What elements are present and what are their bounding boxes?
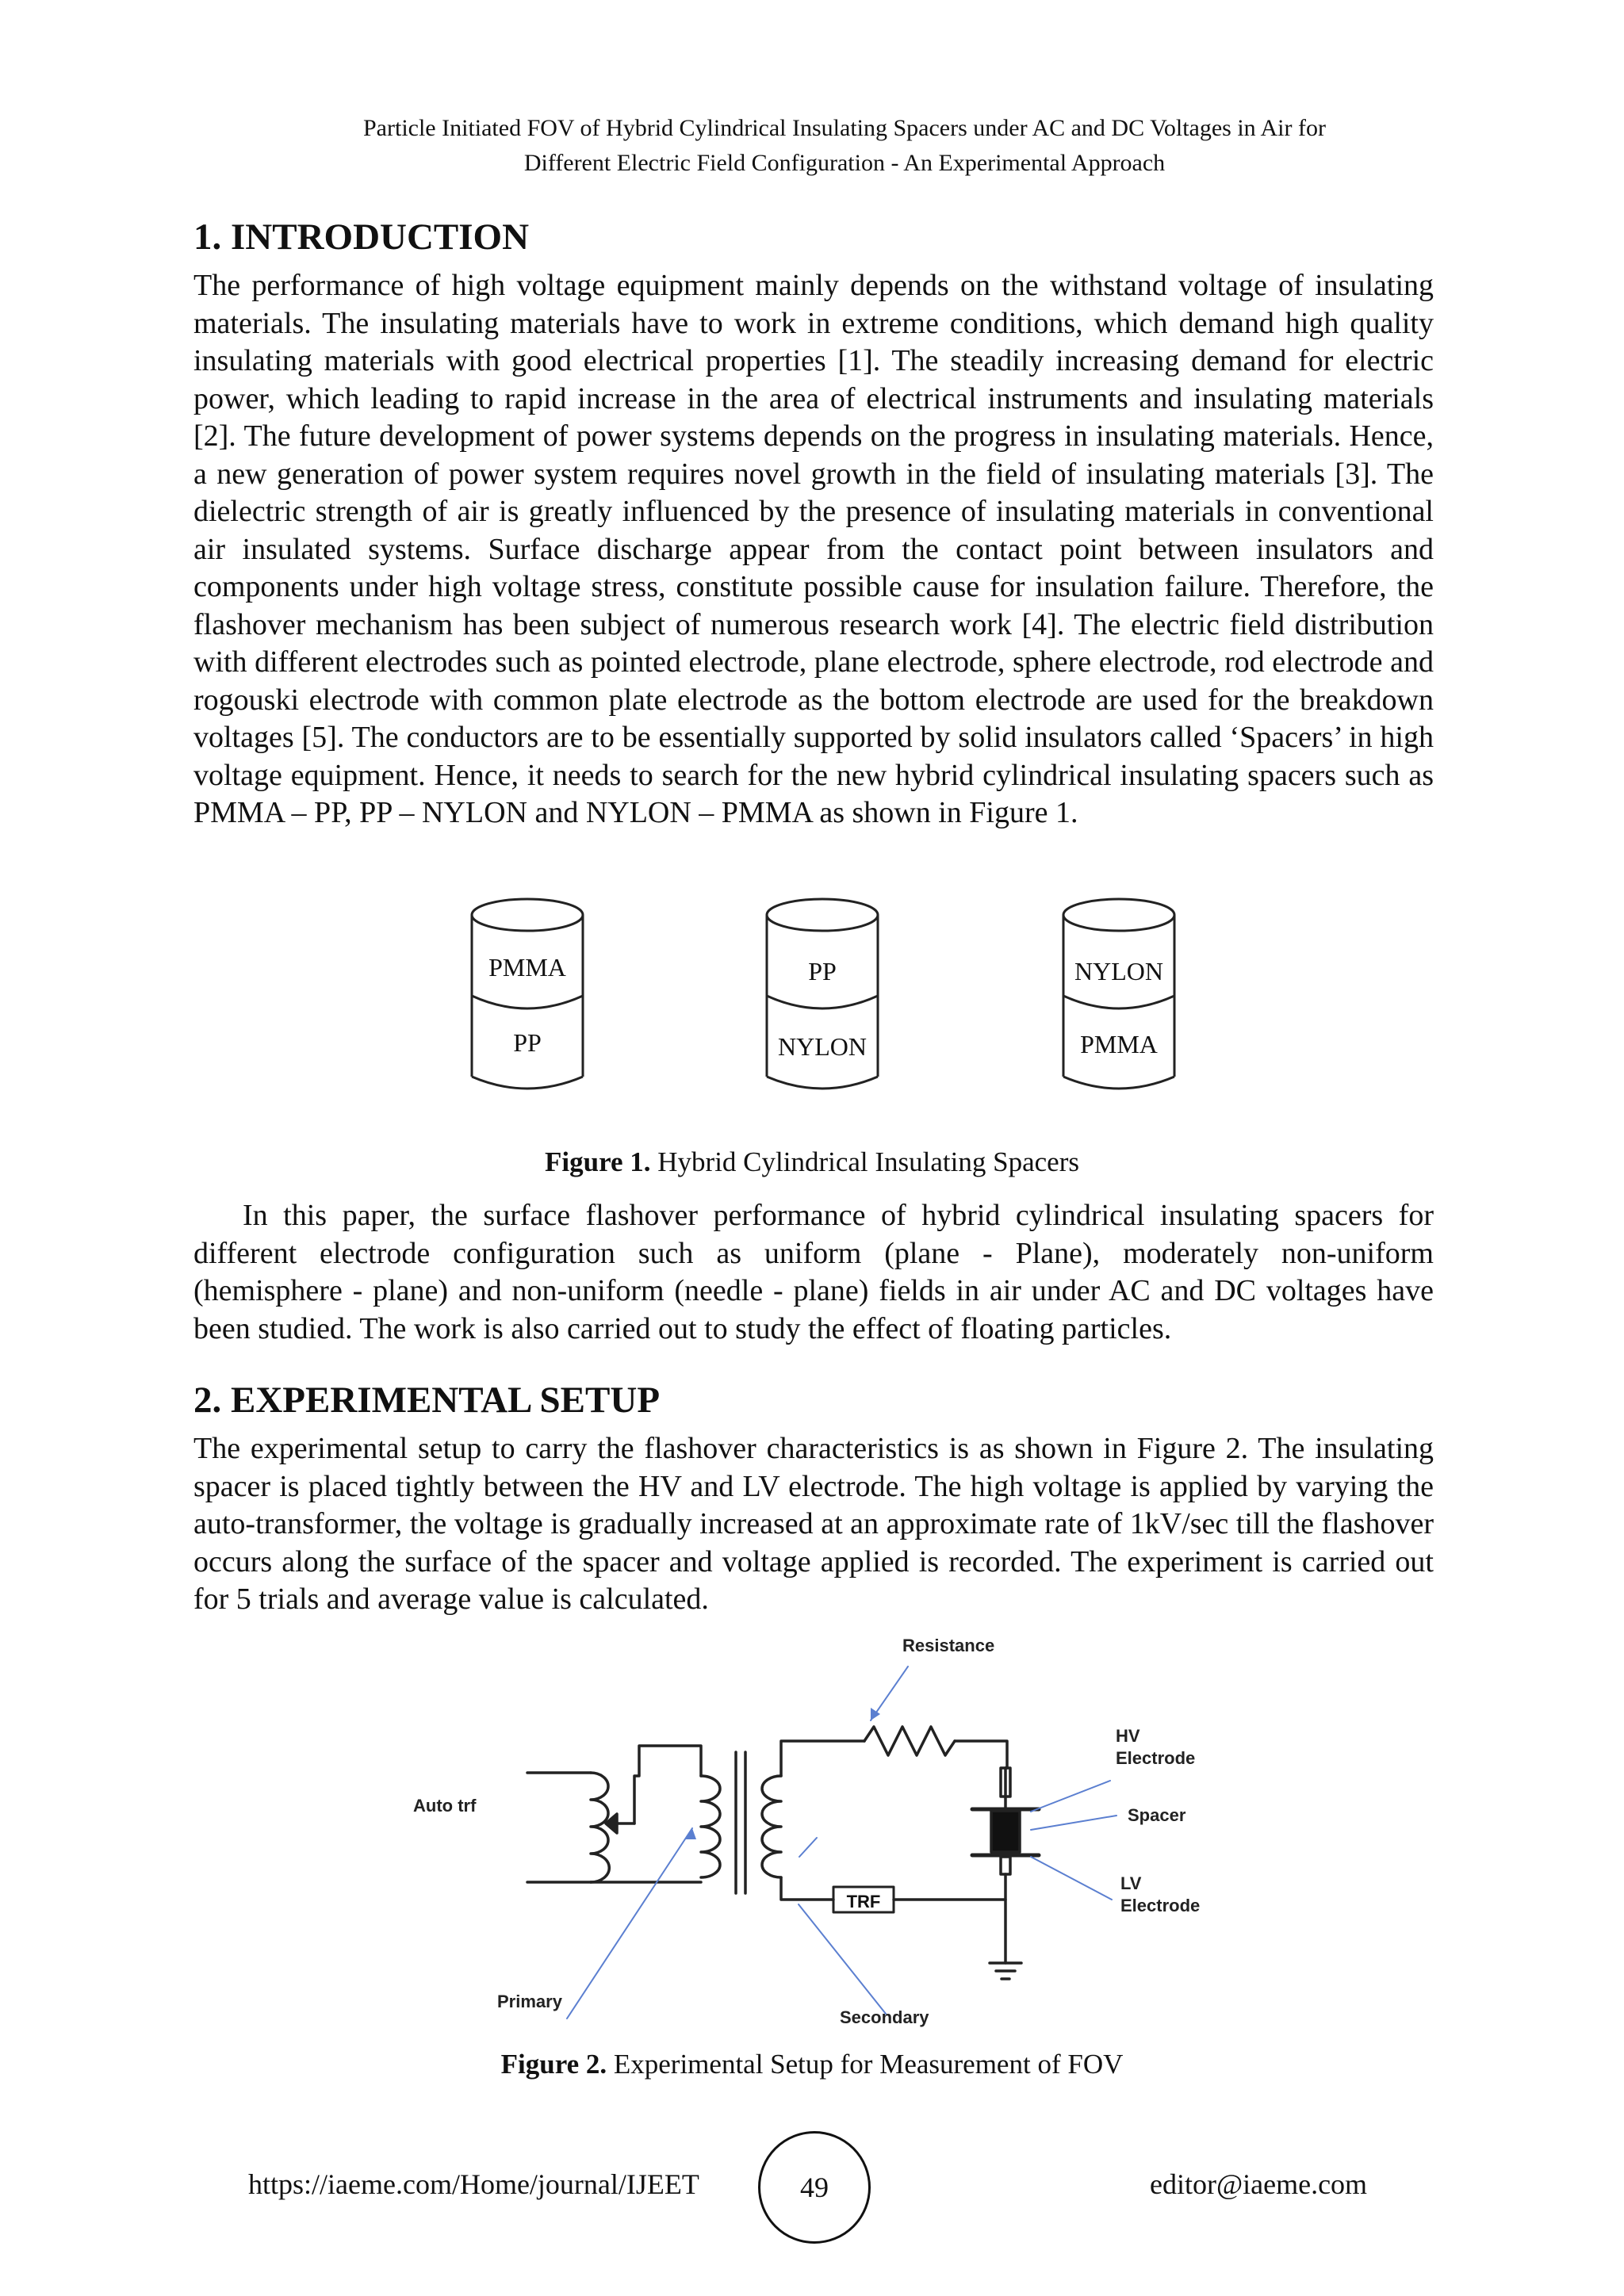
spacer-label: Spacer xyxy=(1128,1805,1186,1825)
hv-electrode-label-line1: HV xyxy=(1116,1726,1140,1746)
spacer-1-top-label: PMMA xyxy=(488,953,566,982)
spacer-nylon-pmma xyxy=(1063,899,1174,1089)
hv-electrode-label-line2: Electrode xyxy=(1116,1748,1196,1768)
resistor xyxy=(864,1727,955,1755)
experimental-setup-paragraph: The experimental setup to carry the flashover characteristics is as shown in Figure 2. The insulating spacer is placed tightly between the HV and LV electrode. The high voltage is applied by varying the auto-transformer, the voltage is gradually increased at an approximate rate of 1kV/sec till the flashover occurs along the surface of the spacer and voltage applied is recorded. The experiment is carried out for 5 trials and average value is calculated. xyxy=(193,1432,1434,1616)
page-number-badge xyxy=(758,2131,871,2244)
spacer-3-top-label: NYLON xyxy=(1074,957,1163,985)
ground-icon xyxy=(990,1963,1021,1979)
figure-2-caption-label: Figure 2. xyxy=(500,2049,607,2080)
trf-box-label: TRF xyxy=(846,1892,881,1911)
figure-1-spacers xyxy=(0,896,1624,1102)
introduction-heading: 1. INTRODUCTION xyxy=(193,216,530,258)
primary-coil xyxy=(701,1776,720,1877)
spacer-pmma-pp xyxy=(472,899,583,1089)
auto-transformer-coil xyxy=(591,1773,609,1882)
spacer-2-top-label: PP xyxy=(808,957,837,985)
spacer-2-bottom-label: NYLON xyxy=(778,1032,867,1061)
running-header xyxy=(190,111,1499,181)
figure-2-caption xyxy=(0,2047,1624,2082)
spacer-1-bottom-label: PP xyxy=(513,1028,542,1057)
secondary-coil xyxy=(762,1776,781,1877)
figure-2-circuit-diagram xyxy=(0,1625,1624,2038)
spacer-3-bottom-label: PMMA xyxy=(1080,1030,1158,1058)
page-number: 49 xyxy=(800,2172,829,2203)
lv-electrode-label-line1: LV xyxy=(1120,1873,1142,1893)
running-header-line2: Different Electric Field Configuration - An Experimental Approach xyxy=(523,150,1166,176)
primary-label: Primary xyxy=(497,1992,562,2011)
spacer-symbol xyxy=(991,1811,1020,1852)
figure-1-caption-text: Hybrid Cylindrical Insulating Spacers xyxy=(650,1146,1079,1177)
lv-electrode-label-line2: Electrode xyxy=(1120,1896,1201,1915)
figure-2-caption-text: Experimental Setup for Measurement of FOV xyxy=(607,2049,1124,2080)
introduction-paragraph-2: In this paper, the surface flashover performance of hybrid cylindrical insulating spacers for different electrode configuration such as uniform (plane - Plane), moderately non-uniform (hemisphere - plane) and non-uniform (needle - plane) fields in air under AC and DC voltages have been studied. The work is also carried out to study the effect of floating particles. xyxy=(193,1199,1434,1345)
introduction-paragraph: The performance of high voltage equipment mainly depends on the withstand voltage of insulating materials. The insulating materials have to work in extreme conditions, which demand high quality insulating materials with good electrical properties [1]. The steadily increasing demand for electric power, which leading to rapid increase in the area of electrical instruments and insulating materials [2]. The future development of power systems depends on the progress in insulating materials. Hence, a new generation of power system requires novel growth in the field of insulating materials [3]. The dielectric strength of air is greatly influenced by the presence of insulating materials in conventional air insulated systems. Surface discharge appear from the contact point between insulators and components under high voltage stress, constitute possible cause for insulation failure. Therefore, the flashover mechanism has been subject of numerous research work [4]. The electric field distribution with different electrodes such as pointed electrode, plane electrode, sphere electrode, rod electrode and rogouski electrode with common plate electrode as the bottom electrode are used for the breakdown voltages [5]. The conductors are to be essentially supported by solid insulators called ‘Spacers’ in high voltage equipment. Hence, it needs to search for the new hybrid cylindrical insulating spacers such as PMMA – PP, PP – NYLON and NYLON – PMMA as shown in Figure 1. xyxy=(193,269,1434,829)
running-header-line1: Particle Initiated FOV of Hybrid Cylindrical Insulating Spacers under AC and DC Voltages in Air for xyxy=(363,115,1326,141)
figure-1-caption xyxy=(0,1145,1624,1180)
footer-email-link[interactable]: editor@iaeme.com xyxy=(1150,2168,1368,2200)
resistance-label: Resistance xyxy=(902,1636,995,1655)
secondary-label: Secondary xyxy=(840,2007,929,2027)
figure-1-caption-label: Figure 1. xyxy=(545,1146,651,1177)
auto-trf-label: Auto trf xyxy=(413,1796,477,1816)
experimental-setup-heading: 2. EXPERIMENTAL SETUP xyxy=(193,1380,661,1421)
footer-journal-link[interactable]: https://iaeme.com/Home/journal/IJEET xyxy=(248,2168,699,2200)
